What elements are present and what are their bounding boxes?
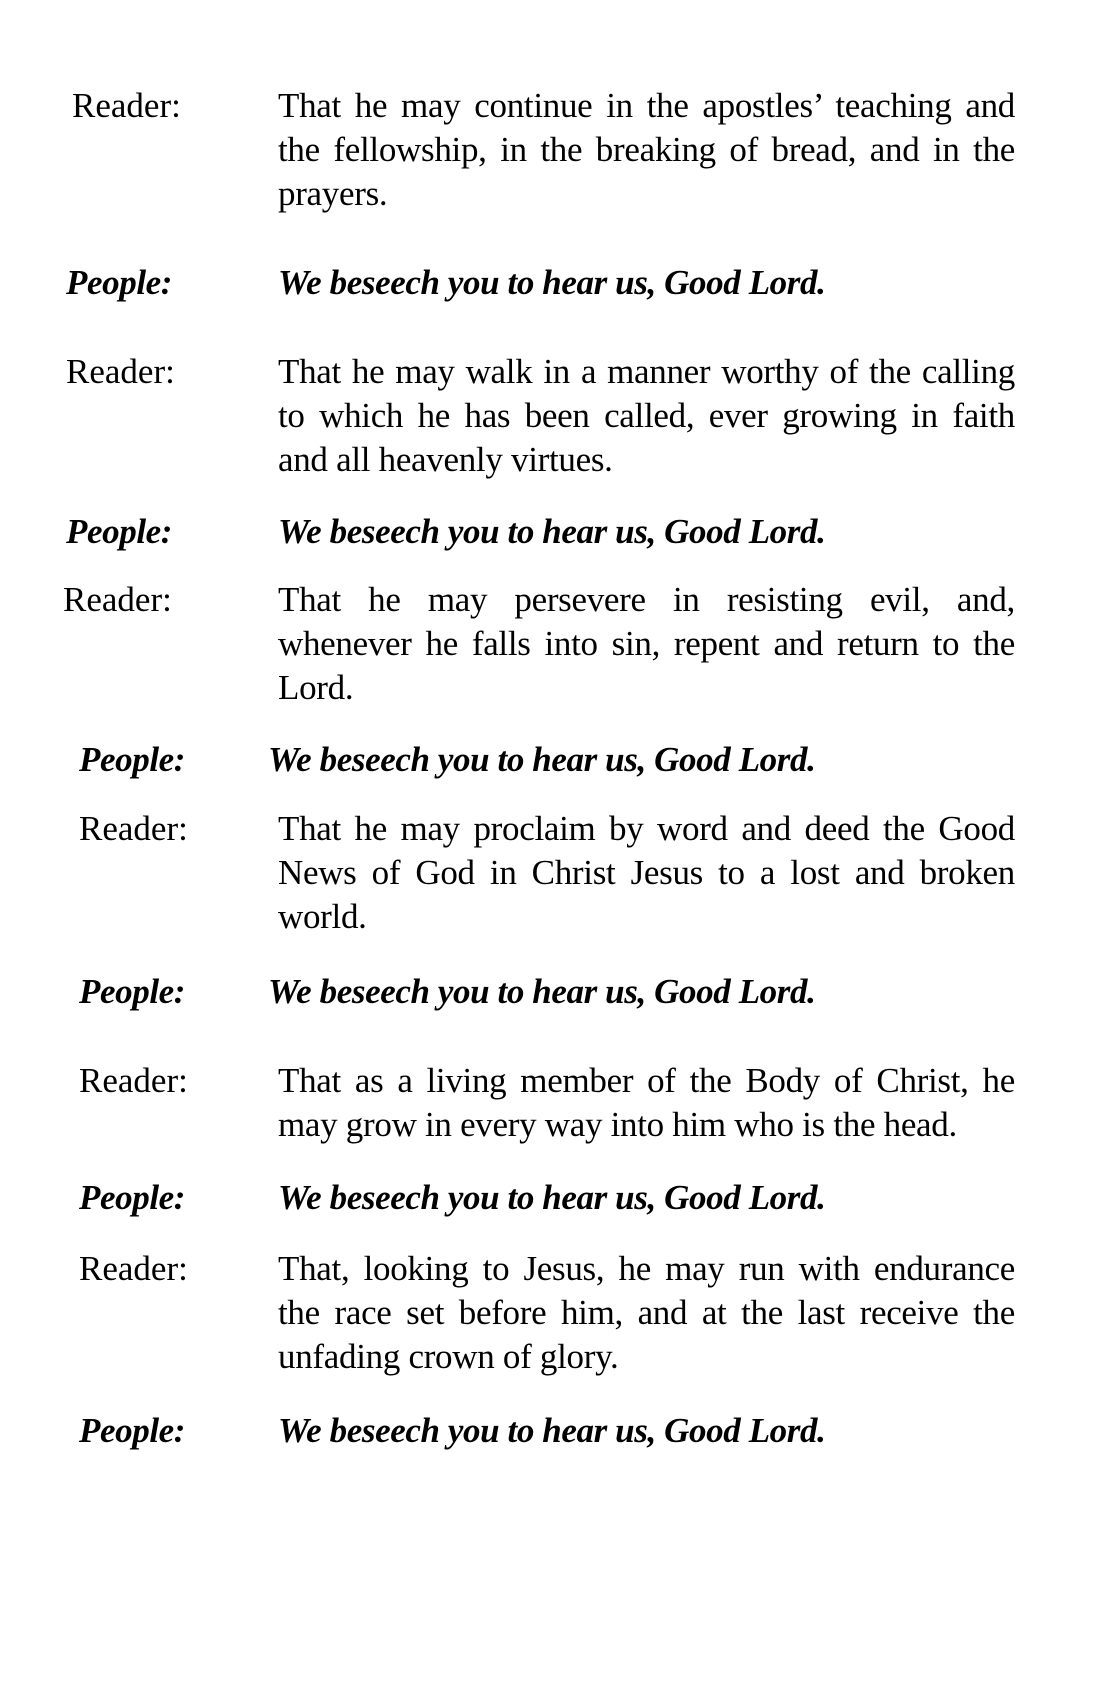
reader-label: Reader:: [79, 1249, 188, 1288]
reader-label: Reader:: [63, 580, 172, 619]
reader-petition-text: That he may proclaim by word and deed the Good News of God in Christ Jesus to a lost and broken world.: [278, 809, 1015, 936]
people-response-text: We beseech you to hear us, Good Lord.: [278, 1178, 826, 1217]
reader-label: Reader:: [66, 352, 175, 391]
people-label: People:: [66, 512, 173, 551]
people-label: People:: [79, 972, 186, 1011]
people-response-text: We beseech you to hear us, Good Lord.: [268, 740, 816, 779]
people-response-text: We beseech you to hear us, Good Lord.: [278, 263, 826, 302]
reader-label: Reader:: [79, 809, 188, 848]
reader-petition-text: That he may walk in a manner worthy of the calling to which he has been called, ever growing in faith and all heavenly virtues.: [278, 352, 1015, 479]
reader-label: Reader:: [72, 86, 181, 125]
reader-label: Reader:: [79, 1061, 188, 1100]
people-label: People:: [79, 1411, 186, 1450]
reader-petition-text: That he may continue in the apostles’ teaching and the fellowship, in the breaking of bread, and in the prayers.: [278, 86, 1015, 213]
people-label: People:: [79, 1178, 186, 1217]
people-label: People:: [79, 740, 186, 779]
reader-petition-text: That, looking to Jesus, he may run with endurance the race set before him, and at the last receive the unfading crown of glory.: [278, 1249, 1015, 1376]
people-label: People:: [66, 263, 173, 302]
people-response-text: We beseech you to hear us, Good Lord.: [278, 512, 826, 551]
reader-petition-text: That as a living member of the Body of Christ, he may grow in every way into him who is the head.: [278, 1061, 1015, 1144]
reader-petition-text: That he may persevere in resisting evil, and, whenever he falls into sin, repent and return to the Lord.: [278, 580, 1015, 707]
people-response-text: We beseech you to hear us, Good Lord.: [278, 1411, 826, 1450]
people-response-text: We beseech you to hear us, Good Lord.: [268, 972, 816, 1011]
